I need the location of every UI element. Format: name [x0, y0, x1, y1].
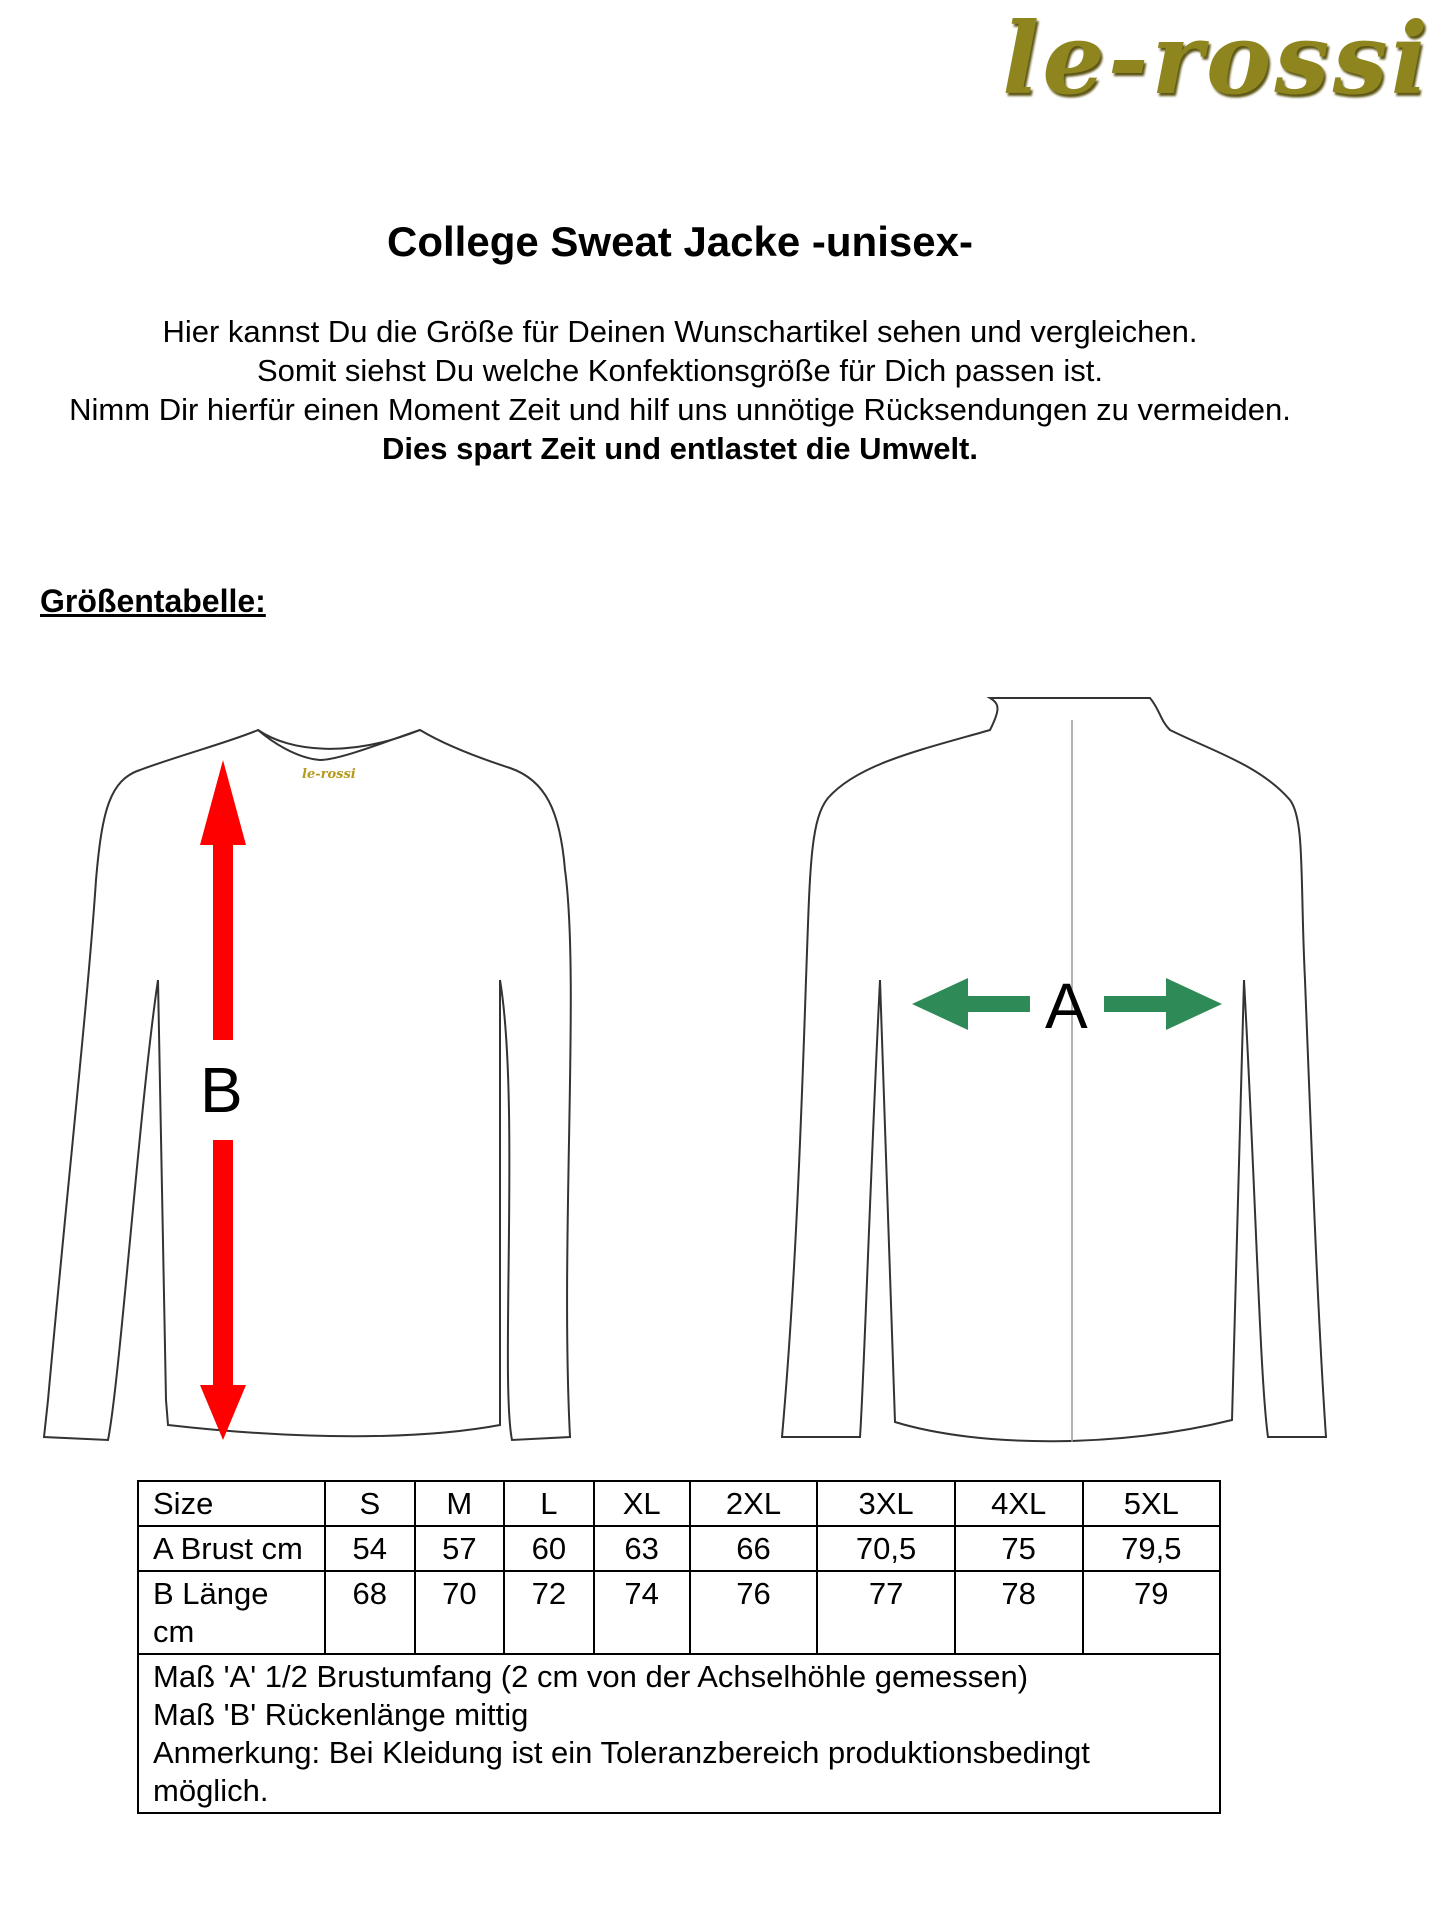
- table-cell: 74: [594, 1571, 690, 1654]
- table-notes-row: [138, 1654, 1220, 1813]
- table-cell: 72: [504, 1571, 594, 1654]
- garment-figures: [0, 680, 1445, 1460]
- size-table: [137, 1480, 1221, 1814]
- header-cell: 2XL: [690, 1481, 818, 1526]
- chest-logo: le-rossi: [302, 767, 356, 782]
- header-cell: Size: [138, 1481, 325, 1526]
- table-row: [138, 1571, 1220, 1654]
- note-line: Anmerkung: Bei Kleidung ist ein Toleranzbereich produktionsbedingt möglich.: [153, 1735, 1090, 1808]
- measure-label-a: A: [1045, 970, 1088, 1042]
- header-cell: 5XL: [1083, 1481, 1220, 1526]
- table-cell: 60: [504, 1526, 594, 1571]
- intro-text: [60, 312, 1300, 468]
- table-cell: 78: [955, 1571, 1083, 1654]
- intro-emphasis: Dies spart Zeit und entlastet die Umwelt.: [381, 431, 978, 466]
- page-title: College Sweat Jacke -unisex-: [387, 218, 973, 265]
- note-line: Maß 'A' 1/2 Brustumfang (2 cm von der Achselhöhle gemessen): [153, 1659, 1029, 1694]
- back-garment-outline: [782, 698, 1326, 1442]
- table-cell: 57: [415, 1526, 505, 1571]
- table-row: [138, 1526, 1220, 1571]
- table-cell: 63: [594, 1526, 690, 1571]
- table-cell: 66: [690, 1526, 818, 1571]
- note-line: Maß 'B' Rückenlänge mittig: [153, 1697, 529, 1732]
- header-cell: 4XL: [955, 1481, 1083, 1526]
- header-cell: S: [325, 1481, 415, 1526]
- intro-line: Somit siehst Du welche Konfektionsgröße für Dich passen ist.: [257, 353, 1103, 388]
- measure-label-b: B: [200, 1054, 243, 1126]
- table-cell: 68: [325, 1571, 415, 1654]
- intro-line: Hier kannst Du die Größe für Deinen Wunschartikel sehen und vergleichen.: [162, 314, 1198, 349]
- size-table-heading: Größentabelle:: [40, 583, 266, 619]
- brand-logo: le-rossi: [1002, 2, 1431, 117]
- header-cell: M: [415, 1481, 505, 1526]
- header-cell: L: [504, 1481, 594, 1526]
- table-notes: [138, 1654, 1220, 1813]
- header-cell: 3XL: [817, 1481, 954, 1526]
- table-cell: 70: [415, 1571, 505, 1654]
- table-cell: 54: [325, 1526, 415, 1571]
- front-garment-outline: [44, 730, 571, 1440]
- table-cell: 76: [690, 1571, 818, 1654]
- intro-line: Nimm Dir hierfür einen Moment Zeit und hilf uns unnötige Rücksendungen zu vermeiden.: [69, 392, 1291, 427]
- header-cell: XL: [594, 1481, 690, 1526]
- table-header-row: [138, 1481, 1220, 1526]
- table-cell: 75: [955, 1526, 1083, 1571]
- table-cell: 70,5: [817, 1526, 954, 1571]
- table-cell: 79: [1083, 1571, 1220, 1654]
- table-cell: 77: [817, 1571, 954, 1654]
- row-label: A Brust cm: [138, 1526, 325, 1571]
- row-label: B Länge cm: [138, 1571, 325, 1654]
- table-cell: 79,5: [1083, 1526, 1220, 1571]
